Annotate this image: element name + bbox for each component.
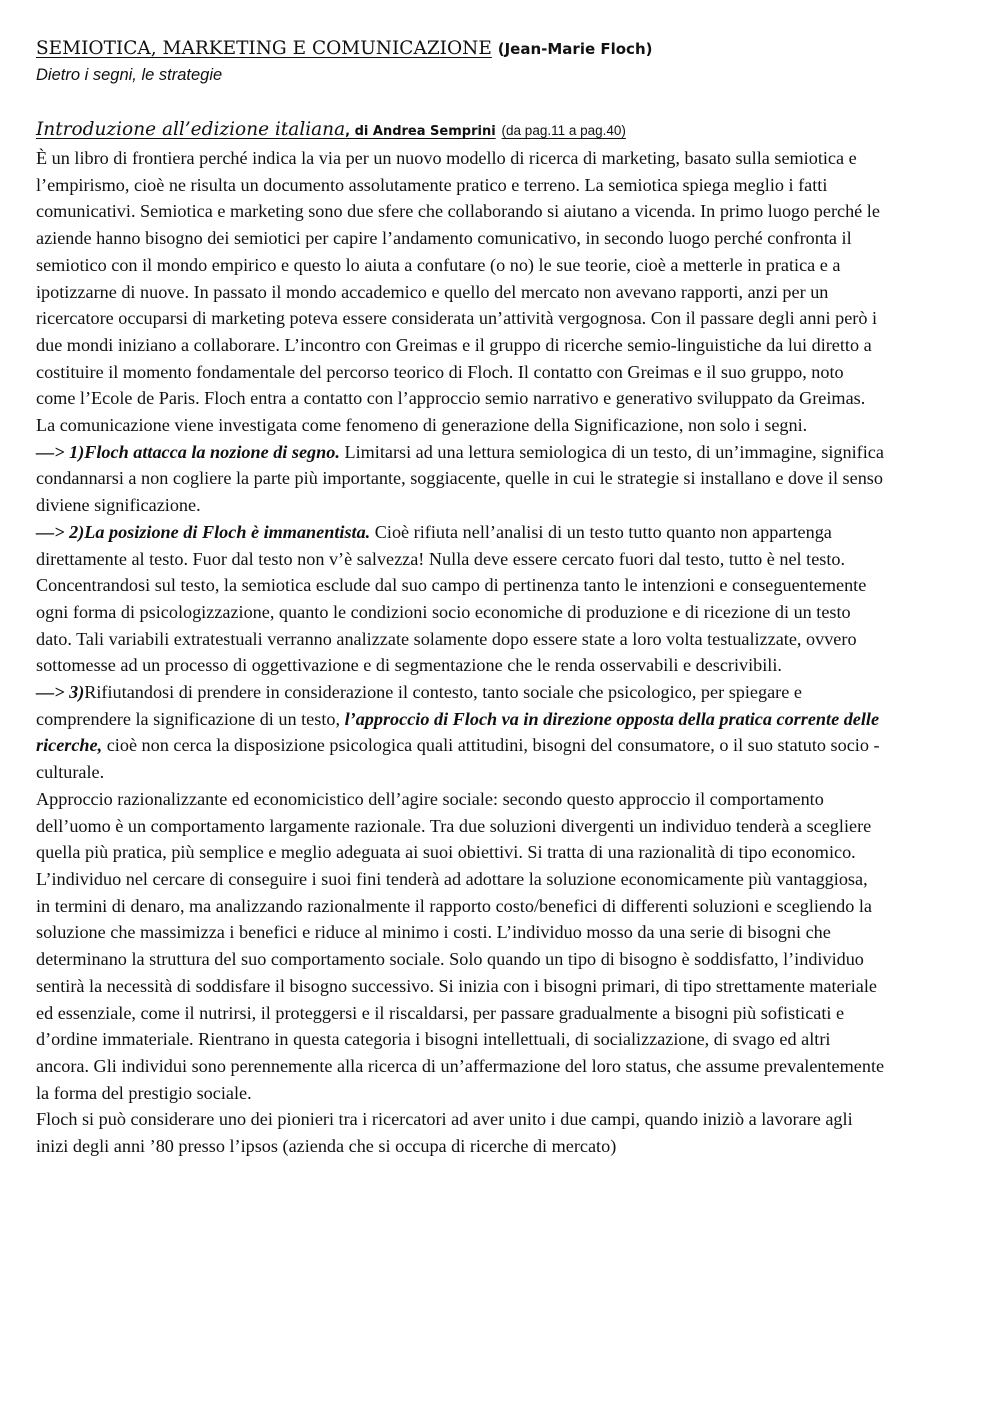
point-2-text: Cioè rifiuta nell’analisi di un testo tutto quanto non appartenga direttamente al testo. Fuor dal testo non v’è salvezza! Nulla deve essere cercato fuori dal testo, tutto è nel testo. Concentrandosi sul testo, la semiotica esclude dal suo campo di pertinenza tanto le intenzioni e conseguentemente ogni forma di psicologizzazione, quanto le condizioni socio economiche di produzione e di ricezione di un testo dato. Tali variabili extratestuali verranno analizzate solamente dopo essere state a loro volta testualizzate, ovvero sottomesse ad un processo di oggettivazione e di segmentazione che le renda osservabili e descrivibili. <box>36 521 867 676</box>
point-3-heading: —> 3) <box>36 682 85 703</box>
section-title: Introduzione all’edizione italiana <box>36 119 346 140</box>
point-3-text: Rifiutandosi di prendere in considerazione il contesto, tanto sociale che psicologico, per spiegare e comprendere la significazione di un testo, <box>36 682 802 729</box>
paragraph-2 <box>36 439 886 519</box>
section-author: , di Andrea Semprini <box>345 124 496 139</box>
point-3-emphasis: l’approccio di Floch va in direzione opposta della pratica corrente delle ricerche, <box>36 708 880 756</box>
paragraph-7: Floch si può considerare uno dei pionieri tra i ricercatori ad aver unito i due campi, quando iniziò a lavorare agli inizi degli anni ’80 presso l’ipsos (azienda che si occupa di ricerche di mercato) <box>36 1109 853 1157</box>
point-2-heading: —> 2)La posizione di Floch è immanentista. <box>36 521 371 542</box>
document-page <box>36 36 886 1160</box>
document-author: (Jean-Marie Floch) <box>497 40 653 58</box>
document-body <box>36 145 886 1160</box>
paragraph-5: Approccio razionalizzante ed economicistico dell’agire sociale: secondo questo approccio il comportamento dell’uomo è un comportamento largamente razionale. Tra due soluzioni divergenti un individuo tenderà a scegliere quella più pratica, più semplice e meglio adeguata ai suoi obiettivi. Si tratta di una razionalità di tipo economico. L’individuo nel cercare di conseguire i suoi fini tenderà ad adottare la soluzione economicamente più vantaggiosa, in termini di denaro, ma analizzando razionalmente il rapporto costo/benefici di differenti soluzioni e scegliendo la soluzione che massimizza i benefici e riduce al minimo i costi. L’individuo mosso da una serie di bisogni che determinano la struttura del suo comportamento sociale. Solo quando un tipo di bisogno è soddisfatto, l’individuo sentirà la necessità di soddisfare il bisogno successivo. Si inizia con i bisogni primari, di tipo strettamente materiale ed essenziale, come il nutrirsi, il proteggersi e il riscaldarsi, per passare gradualmente a bisogni più sofisticati e d’ordine immateriale. Rientrano in questa categoria i bisogni intellettuali, di socializzazione, di svago ed altri ancora. Gli individui sono perennemente alla ricerca di un’affermazione del loro status, che assume prevalentemente <box>36 788 885 1076</box>
paragraph-6: la forma del prestigio sociale. <box>36 1082 252 1103</box>
paragraph-3 <box>36 519 886 679</box>
point-1-text: Limitarsi ad una lettura semiologica di un testo, di un’immagine, significa condannarsi a non cogliere la parte più importante, soggiacente, quelle in cui le strategie si installano e dove il senso diviene significazione. <box>36 441 884 516</box>
section-heading <box>36 117 886 145</box>
paragraph-4 <box>36 679 886 786</box>
section-pages: (da pag.11 a pag.40) <box>501 123 626 138</box>
document-header <box>36 36 886 62</box>
point-1-heading: —> 1)Floch attacca la nozione di segno. <box>36 441 340 462</box>
document-subtitle: Dietro i segni, le strategie <box>36 66 223 84</box>
point-3-text-end: cioè non cerca la disposizione psicologica quali attitudini, bisogni del consumatore, o il suo statuto socio - culturale. <box>36 735 880 783</box>
paragraph-1: È un libro di frontiera perché indica la via per un nuovo modello di ricerca di marketing, basato sulla semiotica e l’empirismo, cioè ne risulta un documento assolutamente pratico e terreno. La semiotica spiega meglio i fatti comunicativi. Semiotica e marketing sono due sfere che collaborando si aiutano a vicenda. In primo luogo perché le aziende hanno bisogno dei semiotici per capire l’andamento comunicativo, in secondo luogo perché confronta il semiotico con il mondo empirico e questo lo aiuta a confutare (o no) le sue teorie, cioè a metterle in pratica e a ipotizzarne di nuove. In passato il mondo accademico e quello del mercato non avevano rapporti, anzi per un ricercatore occuparsi di marketing poteva essere considerata un’attività vergognosa. Con il passare degli anni però i due mondi iniziano a collaborare. L’incontro con Greimas e il gruppo di ricerche semio-linguistiche da lui diretto a costituire il momento fondamentale del percorso teorico di Floch. Il contatto con Greimas e il suo gruppo, noto come l’Ecole de Paris. Floch entra a contatto con l’approccio semio narrativo e generativo sviluppato da Greimas. La comunicazione viene investigata come fenomeno di generazione della Significazione, non solo i segni. <box>36 148 880 436</box>
document-title: SEMIOTICA, MARKETING E COMUNICAZIONE <box>36 38 492 59</box>
